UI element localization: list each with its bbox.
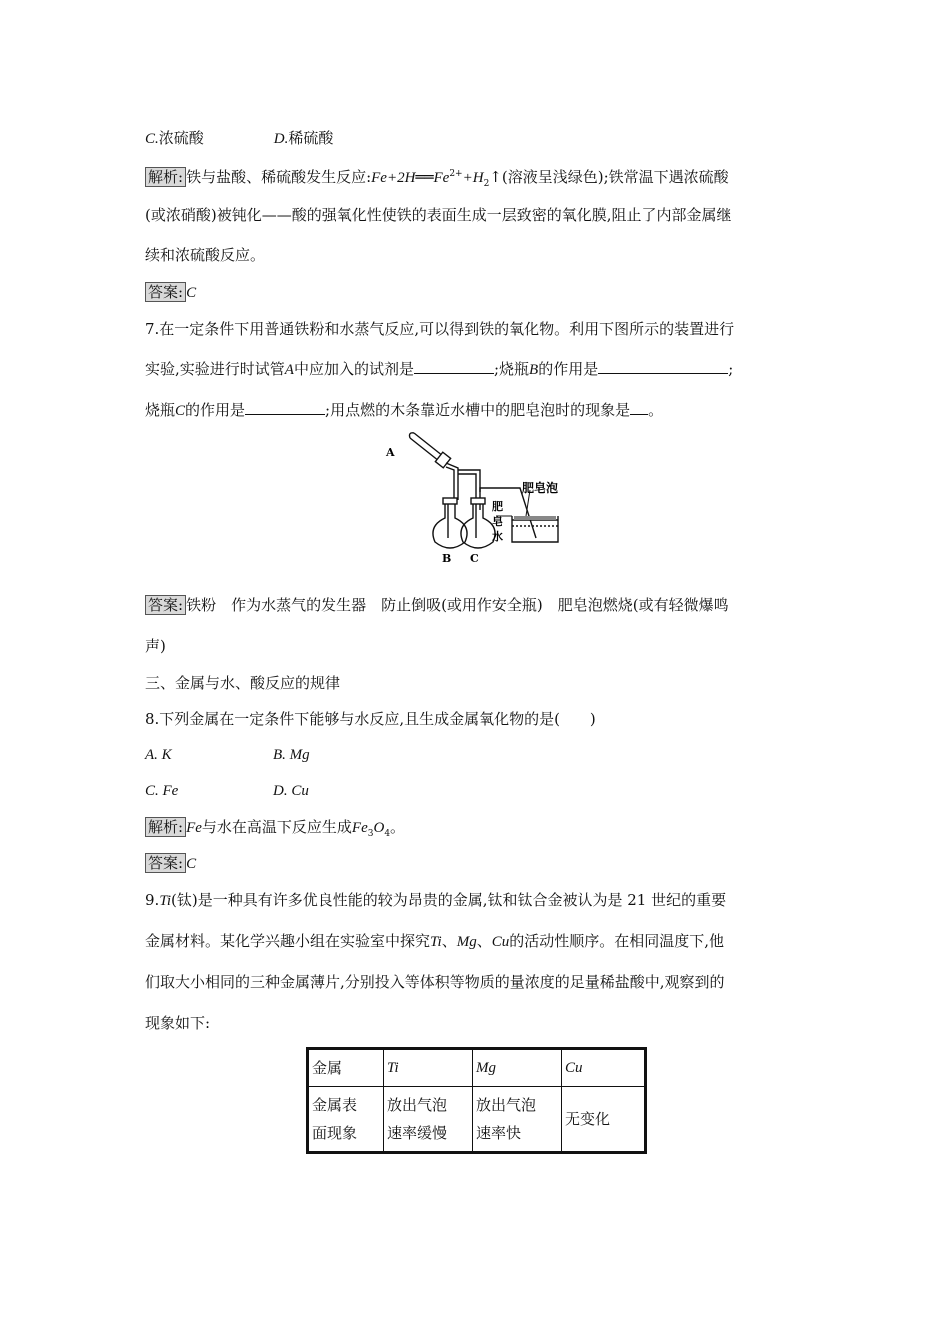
q8-analysis-label: 解析:	[145, 817, 186, 837]
q8-fe: Fe	[186, 820, 202, 836]
eq-h2: +H	[462, 170, 484, 186]
q8-option-a: A. K	[145, 747, 172, 763]
cell-line: 金属表	[312, 1096, 358, 1114]
q6-option-c-text: 浓硫酸	[158, 129, 204, 147]
q7-text: ;用点燃的木条靠近水槽中的肥皂泡时的现象是	[325, 401, 631, 419]
table-cell: 无变化	[562, 1087, 646, 1153]
q6-answer-value: C	[186, 285, 197, 301]
q9-ti: Ti	[430, 934, 442, 950]
q8-formula-fe: Fe	[351, 820, 368, 836]
q9-ti: Ti	[159, 893, 171, 909]
q7-text: 。	[648, 401, 664, 419]
q8-stem: 8.下列金属在一定条件下能够与水反应,且生成金属氧化物的是( )	[145, 710, 596, 728]
eq-sup: 2+	[449, 169, 463, 179]
q9-stem-line-3: 们取大小相同的三种金属薄片,分别投入等体积等物质的量浓度的足量稀盐酸中,观察到的	[145, 973, 725, 991]
cell-line: 速率快	[476, 1124, 522, 1142]
q6-option-d-text: 稀硫酸	[288, 129, 334, 147]
q7-text: 实验,实验进行时试管	[145, 360, 285, 378]
eq-2h: +2H	[386, 170, 416, 186]
q8-options-cd	[145, 781, 309, 801]
table-cell: Cu	[562, 1049, 646, 1087]
q7-blank-1[interactable]	[414, 359, 494, 374]
table-cell	[308, 1087, 384, 1153]
apparatus-figure	[380, 430, 580, 570]
q8-option-d: D. Cu	[273, 783, 309, 799]
label-soap-bubble: 肥皂泡	[522, 481, 559, 495]
table-cell: 金属	[308, 1049, 384, 1087]
eq-arrow: ══	[415, 168, 434, 186]
table-cell	[473, 1087, 562, 1153]
q8-sub-3: 3	[367, 829, 374, 839]
water-trough	[512, 516, 558, 542]
q6-analysis-label: 解析:	[145, 167, 186, 187]
q6-option-c-letter: C.	[145, 131, 159, 147]
q9-text: 的活动性顺序。在相同温度下,他	[509, 932, 725, 950]
q7-answer-text: 铁粉 作为水蒸气的发生器 防止倒吸(或用作安全瓶) 肥皂泡燃烧(或有轻微爆鸣	[186, 596, 729, 614]
q9-cu: Cu	[491, 934, 510, 950]
q8-answer	[145, 853, 196, 874]
label-b: B	[442, 552, 452, 565]
eq-fe2: Fe	[433, 170, 450, 186]
q8-option-b: B. Mg	[273, 747, 310, 763]
q6-analysis-text-1: 铁与盐酸、稀硫酸发生反应:	[186, 168, 372, 186]
q7-blank-3[interactable]	[245, 400, 325, 415]
q7-var-c: C	[175, 403, 186, 419]
q7-answer-label: 答案:	[145, 595, 186, 615]
q8-analysis	[145, 817, 405, 844]
q7-var-b: B	[529, 362, 539, 378]
q9-stem-line-2	[145, 931, 724, 952]
q7-stem-line-3	[145, 400, 663, 421]
q6-analysis-line-1	[145, 164, 729, 194]
q8-sub-4: 4	[384, 829, 391, 839]
label-soap-water-2: 皂	[492, 515, 503, 528]
q8-formula-o: O	[373, 820, 385, 836]
q6-options-cd	[145, 128, 333, 149]
q8-analysis-text: 与水在高温下反应生成	[201, 818, 352, 836]
q8-answer-label: 答案:	[145, 853, 186, 873]
q7-stem-line-2	[145, 359, 733, 380]
q9-stem-line-1	[145, 890, 726, 911]
q7-text: ;烧瓶	[493, 360, 530, 378]
q9-sep: 、	[476, 932, 492, 950]
q8-answer-value: C	[186, 856, 197, 872]
q8-option-c: C. Fe	[145, 783, 179, 799]
cell-line: 放出气泡	[387, 1096, 448, 1114]
q7-text: 中应加入的试剂是	[293, 360, 414, 378]
q8-period: 。	[390, 818, 406, 836]
q8-options-ab	[145, 745, 310, 765]
q6-answer-label: 答案:	[145, 282, 186, 302]
table-cell	[384, 1087, 473, 1153]
q9-mg: Mg	[456, 934, 477, 950]
cell-line: 速率缓慢	[387, 1124, 448, 1142]
label-soap-water-1: 肥	[492, 500, 503, 513]
q6-analysis-line-3: 续和浓硫酸反应。	[145, 246, 266, 264]
table-row	[308, 1049, 646, 1087]
q7-text: ;	[728, 360, 734, 378]
q9-number: 9.	[145, 891, 160, 909]
test-tube-a	[410, 433, 481, 500]
eq-up-arrow: ↑	[489, 168, 502, 186]
q9-stem-line-4: 现象如下:	[145, 1014, 211, 1032]
q6-answer	[145, 282, 196, 303]
q7-stem-line-1: 7.在一定条件下用普通铁粉和水蒸气反应,可以得到铁的氧化物。利用下图所示的装置进行	[145, 320, 735, 338]
q7-answer-line-1	[145, 595, 729, 615]
label-a: A	[386, 446, 395, 459]
q7-text: 的作用是	[185, 401, 246, 419]
cell-line: 面现象	[312, 1124, 358, 1142]
q7-text: 烧瓶	[145, 401, 176, 419]
q7-text: 的作用是	[538, 360, 599, 378]
table-cell: Ti	[384, 1049, 473, 1087]
q6-analysis-text-2: (溶液呈浅绿色);铁常温下遇浓硫酸	[501, 168, 729, 186]
label-c: C	[470, 552, 479, 565]
section-3-heading: 三、金属与水、酸反应的规律	[145, 674, 341, 692]
table-cell: Mg	[473, 1049, 562, 1087]
q7-blank-4[interactable]	[630, 400, 648, 415]
q6-option-d-letter: D.	[273, 131, 289, 147]
eq-fe: Fe	[371, 170, 387, 186]
q6-analysis-line-2: (或浓硝酸)被钝化——酸的强氧化性使铁的表面生成一层致密的氧化膜,阻止了内部金属继	[145, 206, 732, 224]
table-row	[308, 1087, 646, 1153]
q9-text: (钛)是一种具有许多优良性能的较为昂贵的金属,钛和钛合金被认为是 21 世纪的重要	[171, 891, 727, 909]
q7-blank-2[interactable]	[598, 359, 728, 374]
eq-sub: 2	[483, 179, 490, 189]
q7-answer-line-2: 声)	[145, 637, 166, 655]
q9-text: 金属材料。某化学兴趣小组在实验室中探究	[145, 932, 431, 950]
q7-var-a: A	[284, 362, 294, 378]
metal-reaction-table	[306, 1047, 647, 1154]
label-soap-water-3: 水	[492, 530, 503, 543]
q9-sep: 、	[441, 932, 457, 950]
cell-line: 放出气泡	[476, 1096, 537, 1114]
